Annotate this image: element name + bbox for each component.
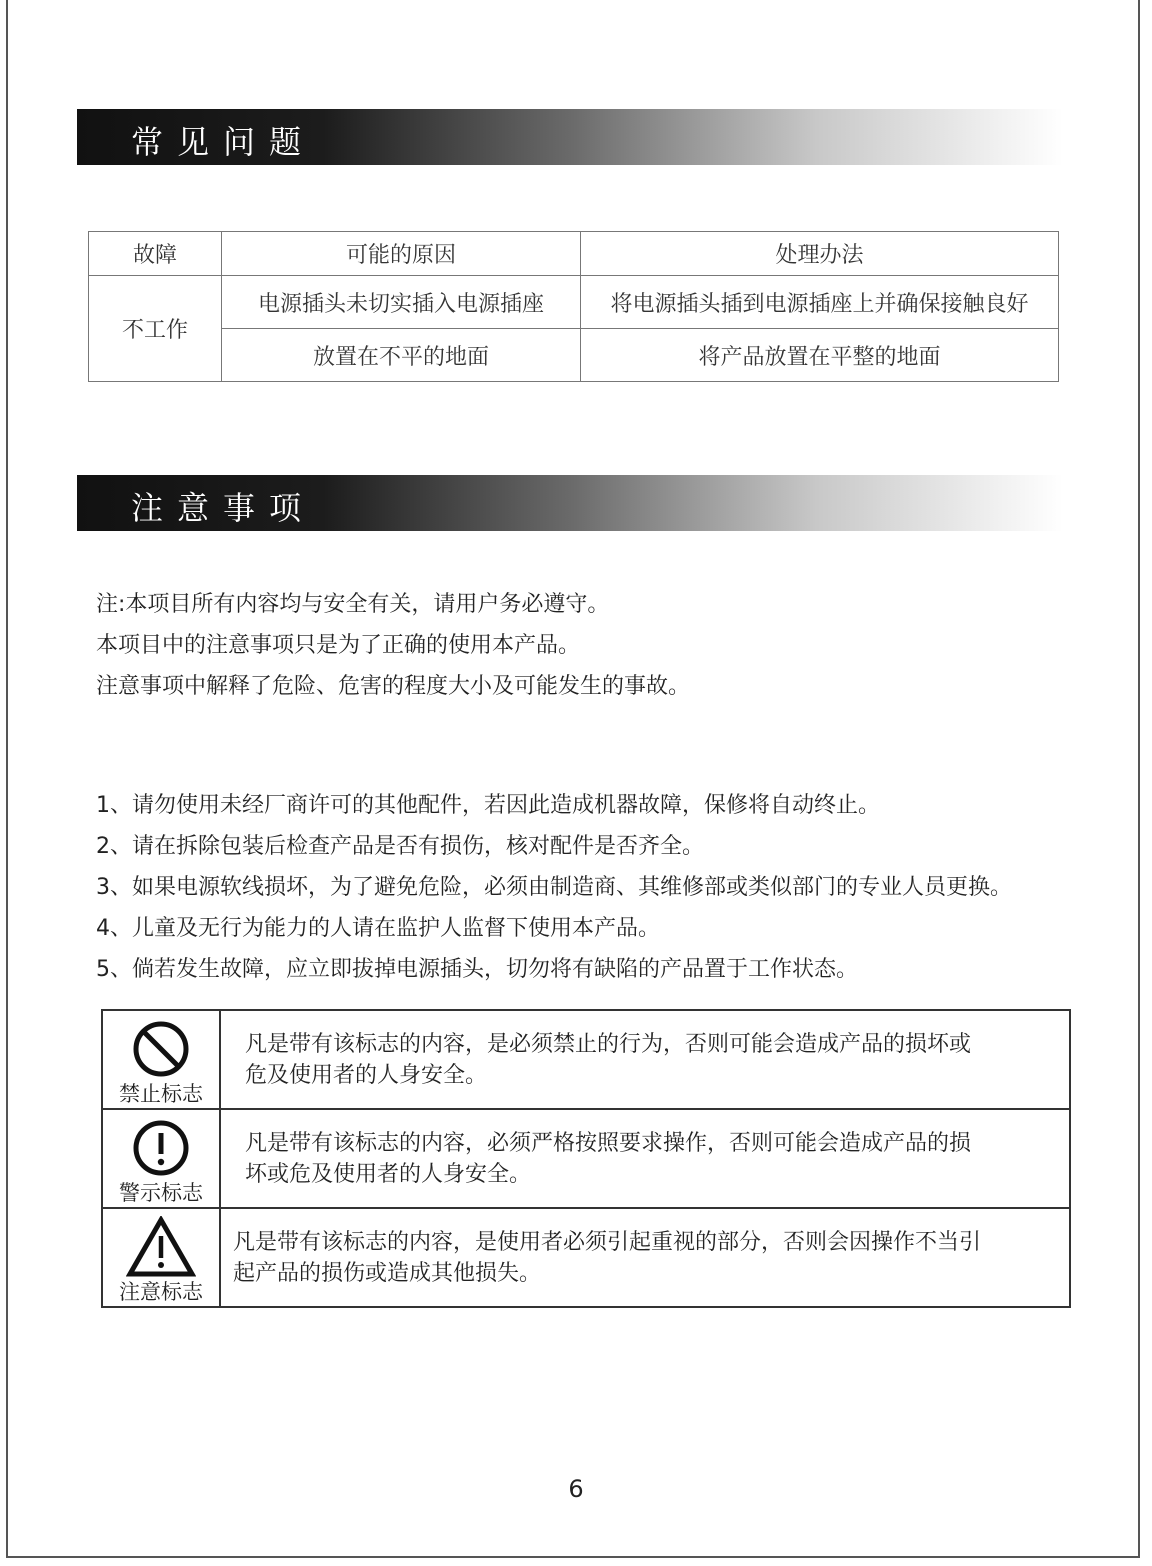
faq-section-title: 常见问题 bbox=[131, 123, 316, 161]
faq-section-header bbox=[77, 109, 1063, 165]
sign-description-line: 起产品的损伤或造成其他损失。 bbox=[233, 1260, 542, 1286]
faq-header-fault: 故障 bbox=[89, 232, 222, 276]
sign-label: 注意标志 bbox=[119, 1280, 203, 1304]
signs-table bbox=[101, 1009, 1071, 1308]
table-row bbox=[102, 1208, 1070, 1307]
notes-rules-list bbox=[96, 785, 1012, 990]
list-item: 5、倘若发生故障，应立即拔掉电源插头，切勿将有缺陷的产品置于工作状态。 bbox=[96, 957, 858, 982]
prohibition-icon bbox=[131, 1019, 191, 1079]
caution-triangle-icon bbox=[126, 1216, 196, 1278]
intro-line: 注:本项目所有内容均与安全有关，请用户务必遵守。 bbox=[96, 592, 610, 617]
list-item: 1、请勿使用未经厂商许可的其他配件，若因此造成机器故障，保修将自动终止。 bbox=[96, 793, 880, 818]
sign-icon-cell bbox=[102, 1208, 220, 1307]
sign-description bbox=[220, 1208, 1070, 1307]
faq-header-solution: 处理办法 bbox=[581, 232, 1059, 276]
faq-header-cause: 可能的原因 bbox=[222, 232, 581, 276]
faq-solution-cell: 将电源插头插到电源插座上并确保接触良好 bbox=[581, 276, 1059, 329]
warning-circle-icon bbox=[131, 1118, 191, 1178]
notes-section-title: 注意事项 bbox=[131, 489, 316, 527]
intro-line: 本项目中的注意事项只是为了正确的使用本产品。 bbox=[96, 633, 581, 658]
intro-line: 注意事项中解释了危险、危害的程度大小及可能发生的事故。 bbox=[96, 674, 691, 699]
faq-solution-cell: 将产品放置在平整的地面 bbox=[581, 329, 1059, 382]
list-item: 4、儿童及无行为能力的人请在监护人监督下使用本产品。 bbox=[96, 916, 660, 941]
faq-header-row bbox=[89, 232, 1059, 276]
table-row bbox=[89, 329, 1059, 382]
faq-cause-cell: 电源插头未切实插入电源插座 bbox=[222, 276, 581, 329]
sign-icon-cell bbox=[102, 1010, 220, 1109]
sign-label: 警示标志 bbox=[119, 1181, 203, 1205]
sign-icon-cell bbox=[102, 1109, 220, 1208]
faq-table bbox=[88, 231, 1059, 382]
table-row bbox=[102, 1109, 1070, 1208]
sign-description-line: 危及使用者的人身安全。 bbox=[245, 1062, 488, 1088]
sign-description-line: 坏或危及使用者的人身安全。 bbox=[245, 1161, 532, 1187]
table-row bbox=[89, 276, 1059, 329]
list-item: 3、如果电源软线损坏，为了避免危险，必须由制造商、其维修部或类似部门的专业人员更换。 bbox=[96, 875, 1013, 900]
sign-description bbox=[220, 1010, 1070, 1109]
list-item: 2、请在拆除包装后检查产品是否有损伤，核对配件是否齐全。 bbox=[96, 834, 704, 859]
sign-description-line: 凡是带有该标志的内容，是使用者必须引起重视的部分，否则会因操作不当引 bbox=[233, 1229, 982, 1255]
sign-description-line: 凡是带有该标志的内容，是必须禁止的行为，否则可能会造成产品的损坏或 bbox=[245, 1031, 972, 1057]
faq-fault-cell: 不工作 bbox=[89, 276, 222, 382]
notes-section-header bbox=[77, 475, 1063, 531]
sign-description-line: 凡是带有该标志的内容，必须严格按照要求操作，否则可能会造成产品的损 bbox=[245, 1130, 972, 1156]
page-number: 6 bbox=[568, 1475, 584, 1503]
sign-label: 禁止标志 bbox=[119, 1082, 203, 1106]
notes-intro bbox=[96, 584, 690, 707]
sign-description bbox=[220, 1109, 1070, 1208]
faq-cause-cell: 放置在不平的地面 bbox=[222, 329, 581, 382]
table-row bbox=[102, 1010, 1070, 1109]
